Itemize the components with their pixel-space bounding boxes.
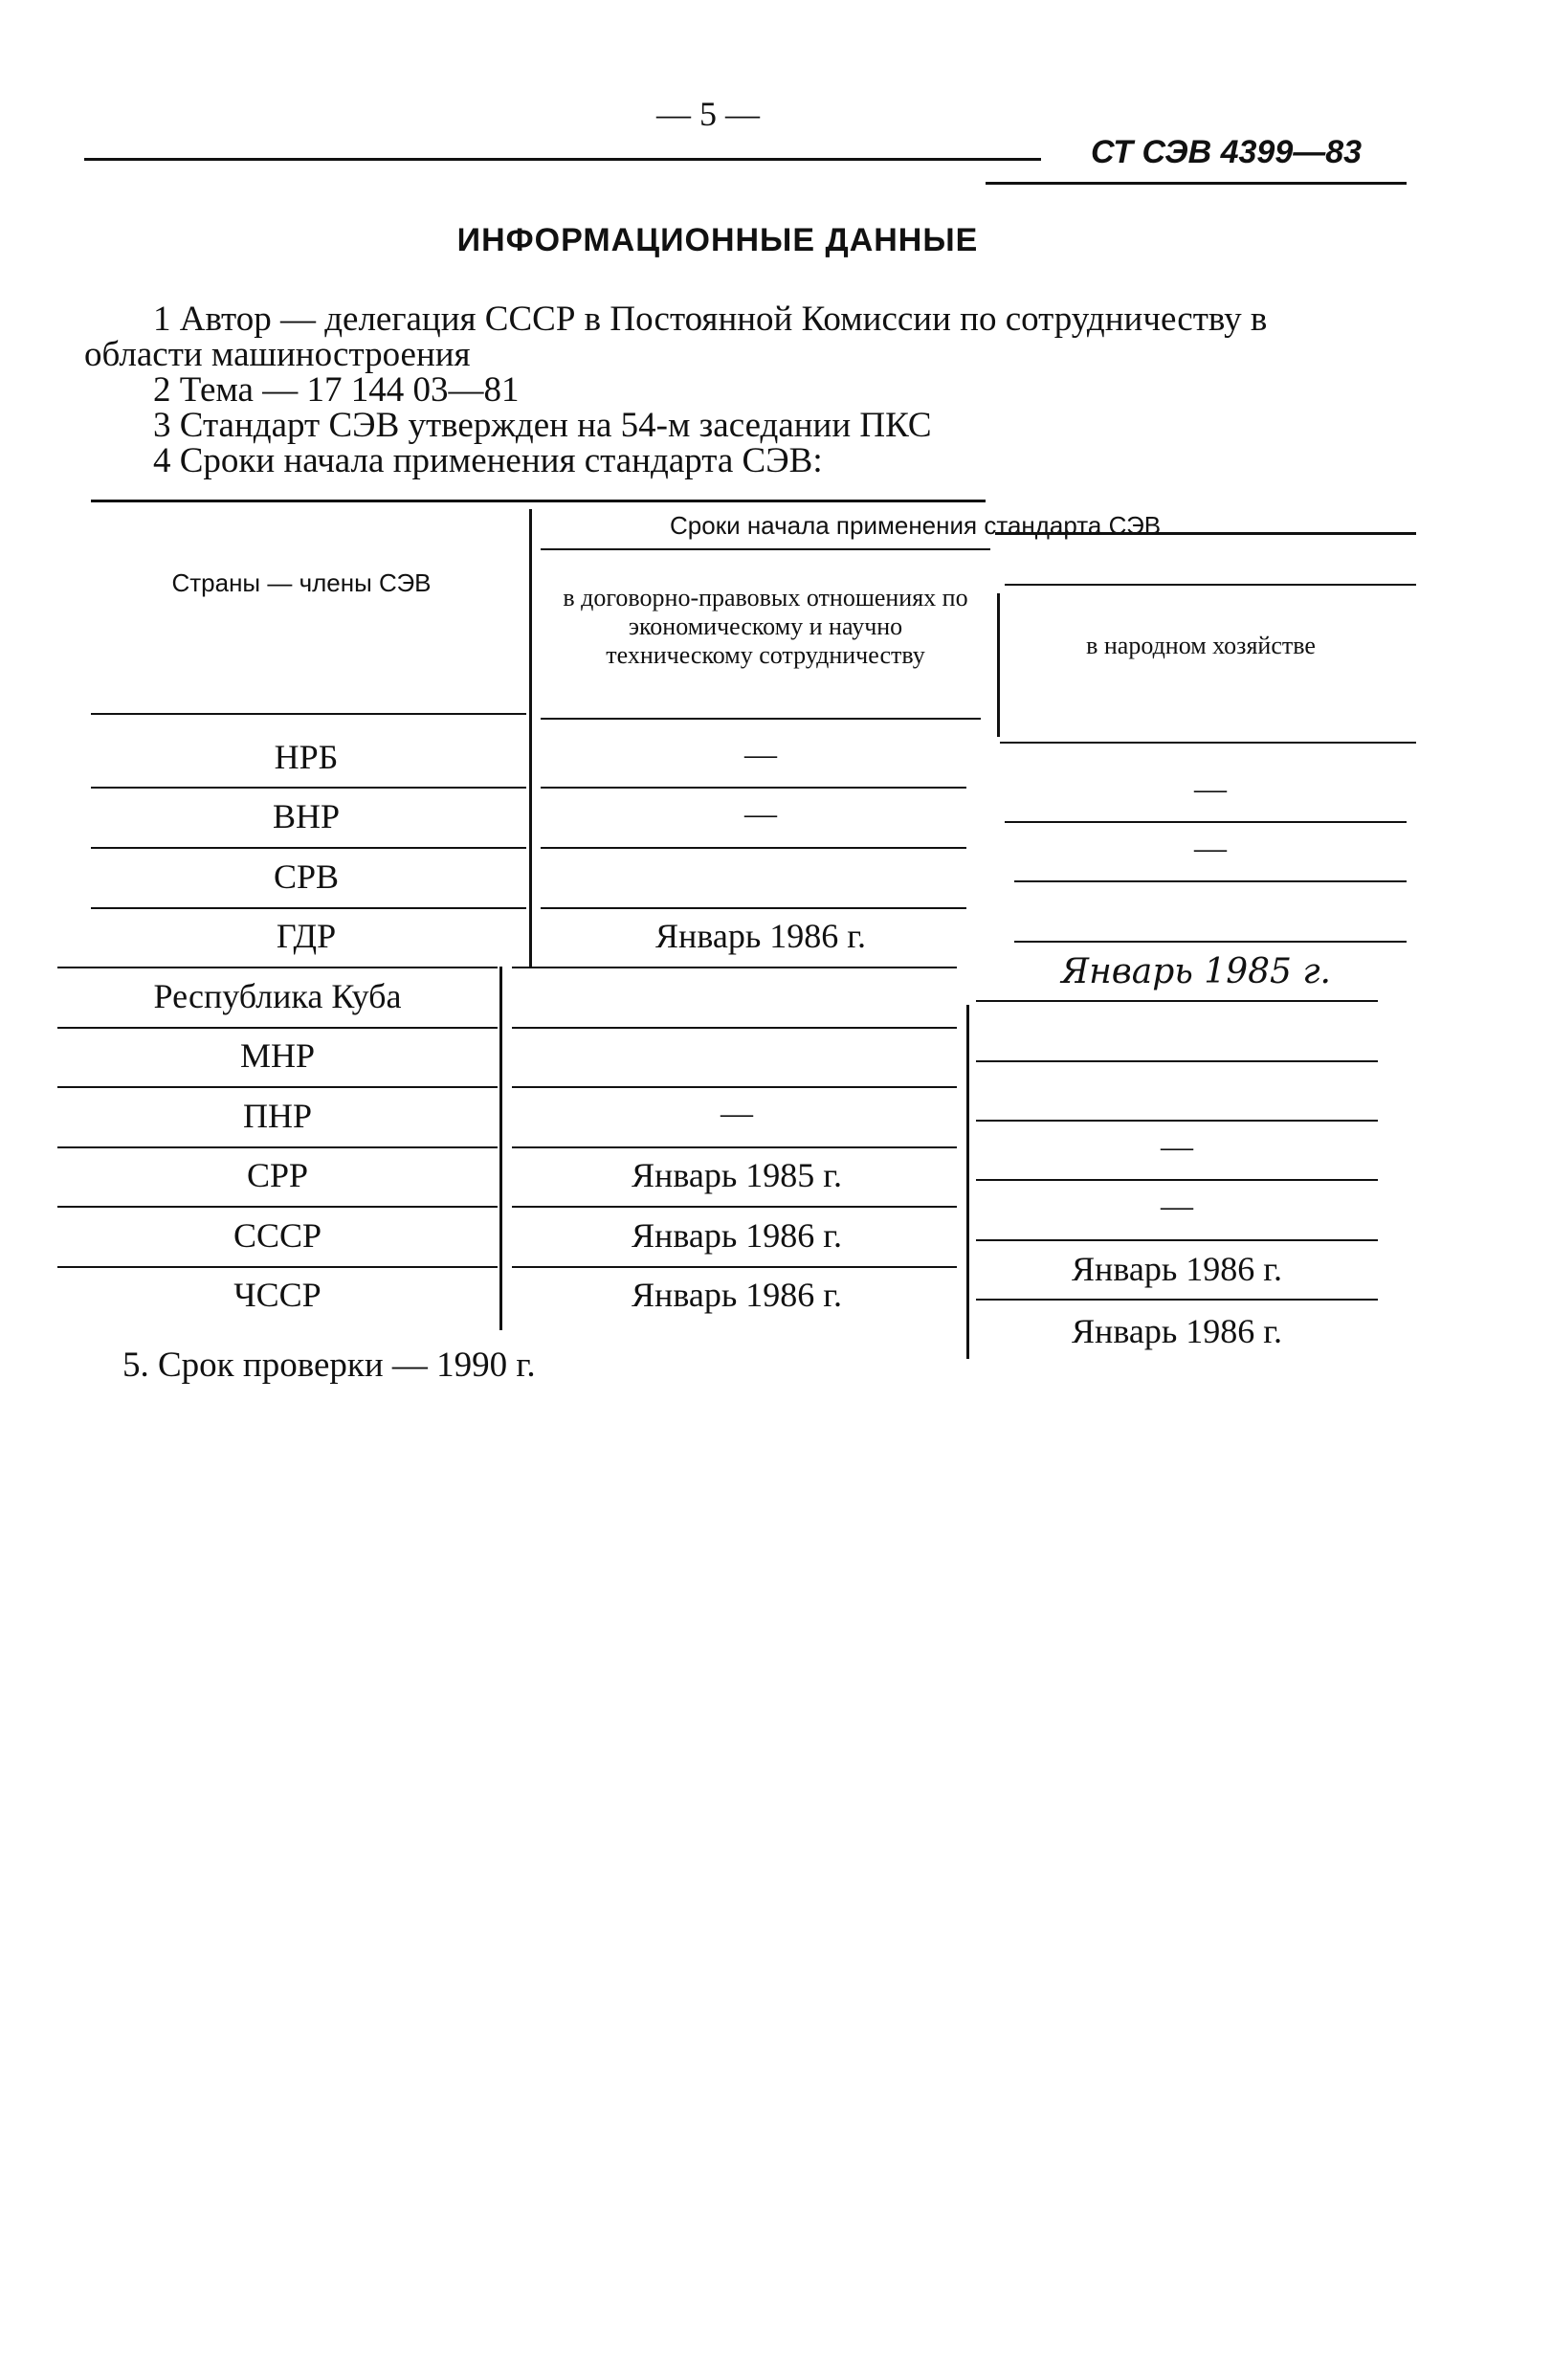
column-header-economy: в народном хозяйстве <box>1086 632 1316 659</box>
page-title: ИНФОРМАЦИОННЫЕ ДАННЫЕ <box>456 222 979 258</box>
group-header-rule-right <box>1005 584 1416 586</box>
table-cell-country: ЧССР <box>233 1276 321 1314</box>
table-cell-economy-handwritten: Январь 1985 г. <box>1061 952 1331 991</box>
table-cell-country: ПНР <box>242 1097 313 1135</box>
table-vline-1-lower <box>499 967 502 1330</box>
table-vline-2-lower <box>966 1005 969 1359</box>
table-cell-contract: — <box>721 1096 753 1131</box>
table-cell-country: ГДР <box>276 917 337 955</box>
header-bottom-rule-left <box>91 713 526 715</box>
paragraph-topic: 2 Тема — 17 144 03—81 <box>153 370 520 410</box>
page-number: — 5 — <box>656 95 760 133</box>
table-cell-contract: Январь 1985 г. <box>632 1156 842 1194</box>
table-cell-country: Республика Куба <box>153 977 402 1015</box>
table-cell-economy: Январь 1986 г. <box>1072 1312 1282 1350</box>
table-cell-country: МНР <box>239 1036 316 1075</box>
header-rule-left <box>84 158 1041 161</box>
paragraph-author-line2: области машиностроения <box>84 335 471 374</box>
table-cell-economy: — <box>1194 771 1227 807</box>
group-header-dates: Сроки начала применения стандарта СЭВ <box>670 511 1162 540</box>
table-cell-country: СРР <box>246 1156 309 1194</box>
column-header-country: Страны — члены СЭВ <box>171 568 432 597</box>
table-cell-country: ВНР <box>272 797 341 835</box>
paragraph-approval: 3 Стандарт СЭВ утвержден на 54-м заседании ПКС <box>153 406 932 445</box>
header-bottom-rule-mid <box>541 718 981 720</box>
table-cell-contract: Январь 1986 г. <box>655 917 866 955</box>
column-header-contract: в договорно-правовых отношениях по экономическому и научно техническому сотрудничеству <box>563 584 968 669</box>
paragraph-author-line1: 1 Автор — делегация СССР в Постоянной Комиссии по сотрудничеству в <box>153 300 1268 339</box>
review-date: 5. Срок проверки — 1990 г. <box>122 1346 536 1385</box>
paragraph-dates: 4 Сроки начала применения стандарта СЭВ: <box>153 441 823 480</box>
group-header-rule <box>541 548 990 550</box>
table-cell-economy: — <box>1161 1189 1193 1224</box>
table-cell-contract: — <box>744 796 777 832</box>
table-top-rule <box>91 500 986 502</box>
standard-code: СТ СЭВ 4399—83 <box>1091 134 1363 170</box>
table-vline-1 <box>529 509 532 968</box>
table-cell-economy: — <box>1194 831 1227 866</box>
header-rule-right <box>986 182 1407 185</box>
table-cell-country: СССР <box>233 1216 322 1255</box>
table-cell-contract: — <box>744 737 777 772</box>
table-cell-contract: Январь 1986 г. <box>632 1216 842 1255</box>
table-cell-country: СРВ <box>273 857 340 896</box>
table-cell-contract: Январь 1986 г. <box>632 1276 842 1314</box>
table-cell-country: НРБ <box>274 738 339 776</box>
table-cell-economy: — <box>1161 1129 1193 1165</box>
table-vline-2 <box>997 593 1000 737</box>
table-cell-economy: Январь 1986 г. <box>1072 1250 1282 1288</box>
header-bottom-rule-right <box>1000 742 1416 744</box>
